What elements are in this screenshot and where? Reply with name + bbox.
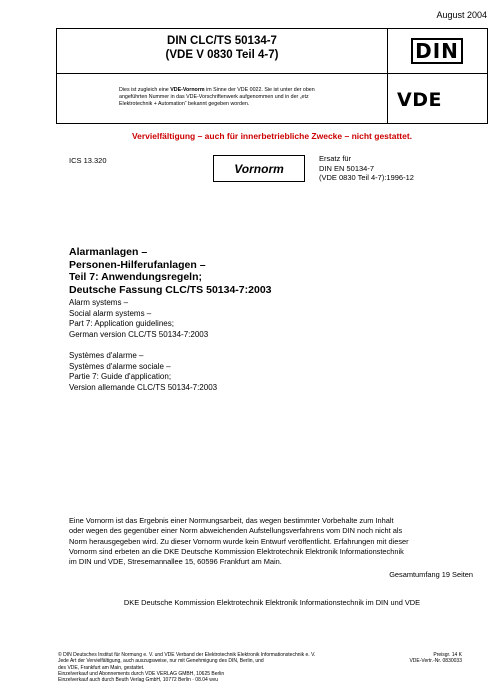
title-line: Deutsche Fassung CLC/TS 50134-7:2003 xyxy=(69,283,272,296)
vde-note xyxy=(119,87,383,108)
title-line: Social alarm systems – xyxy=(69,308,152,318)
title-line: Alarmanlagen – xyxy=(69,246,148,258)
title-line: Personen-Hilferufanlagen – xyxy=(69,258,206,271)
vde-note-line: angeführten Nummer in das VDE-Vorschriftenwerk aufgenommen und in der „etz xyxy=(119,94,309,100)
title-line: Systèmes d'alarme sociale – xyxy=(69,361,171,371)
footer-line: Einzelverkauf und Abonnements durch VDE VERLAG GMBH, 10625 Berlin xyxy=(58,670,225,677)
title-line: Alarm systems – xyxy=(69,298,129,307)
footer-copyright xyxy=(58,652,398,683)
title-line: German version CLC/TS 50134-7:2003 xyxy=(69,329,209,339)
replacement-info xyxy=(319,154,414,183)
replacement-line: DIN EN 50134-7 xyxy=(319,163,375,173)
publication-date: August 2004 xyxy=(436,10,487,20)
body-line: Vornorm sind erbeten an die DKE Deutsche Kommission Elektrotechnik Elektronik Informationstechnik xyxy=(69,546,404,556)
price-group: Preisgr. 14 K xyxy=(433,652,462,658)
vde-number: (VDE V 0830 Teil 4-7) xyxy=(165,49,279,61)
dke-name: DKE Deutsche Kommission Elektrotechnik Elektronik Informationstechnik im DIN und VDE xyxy=(123,598,421,607)
footer-line: © DIN Deutsches Institut für Normung e. V. und VDE Verband der Elektrotechnik Elektronik Informationstechnik e. V. xyxy=(58,652,316,658)
footer-price xyxy=(398,652,462,665)
title-french xyxy=(69,351,217,393)
replacement-line: (VDE 0830 Teil 4-7):1996-12 xyxy=(319,173,414,182)
vde-logo: VDE xyxy=(397,89,442,111)
title-line: Systèmes d'alarme – xyxy=(69,351,144,360)
vde-note-line: Dies ist zugleich eine VDE-Vornorm im Sinne der VDE 0022. Sie ist unter der oben xyxy=(119,87,315,93)
body-line: Eine Vornorm ist das Ergebnis einer Normungsarbeit, das wegen bestimmter Vorbehalte zum Inhalt xyxy=(69,516,394,525)
total-pages: Gesamtumfang 19 Seiten xyxy=(389,570,473,579)
copy-warning: Vervielfältigung – auch für innerbetriebliche Zwecke – nicht gestattet. xyxy=(131,131,413,141)
title-english xyxy=(69,298,208,340)
title-line: Part 7: Application guidelines; xyxy=(69,319,174,328)
body-line: im DIN und VDE, Stresemannallee 15, 60596 Frankfurt am Main. xyxy=(69,557,282,567)
vde-vornorm-term: VDE-Vornorm xyxy=(170,87,205,93)
vde-note-line: Elektrotechnik + Automation“ bekannt gegeben worden. xyxy=(119,101,250,107)
din-logo: DIN xyxy=(411,38,463,64)
body-line: Norm herausgegeben wird. Zu dieser Vornorm wurde kein Entwurf veröffentlicht. Erfahrungen mit dieser xyxy=(69,536,409,546)
document-number-box xyxy=(56,28,388,74)
replacement-line: Ersatz für xyxy=(319,154,352,163)
title-line: Teil 7: Anwendungsregeln; xyxy=(69,271,203,283)
title-line: Version allemande CLC/TS 50134-7:2003 xyxy=(69,382,218,392)
ics-code: ICS 13.320 xyxy=(69,156,107,165)
body-line: oder wegen des gegenüber einer Norm abweichenden Aufstellungsverfahrens vom DIN noch nicht als xyxy=(69,526,403,536)
footer-line: Jede Art der Vervielfältigung, auch auszugsweise, nur mit Genehmigung des DIN, Berlin, und xyxy=(58,658,264,665)
document-number: DIN CLC/TS 50134-7 xyxy=(167,35,277,47)
footer-line: des VDE, Frankfurt am Main, gestattet. xyxy=(58,664,145,671)
title-german xyxy=(69,246,272,296)
title-line: Partie 7: Guide d'application; xyxy=(69,372,172,381)
document-type-badge: Vornorm xyxy=(213,155,305,182)
vde-order-number: VDE-Vertr.-Nr. 0830033 xyxy=(409,658,462,665)
prestandard-explanation xyxy=(69,516,479,567)
footer-line: Einzelverkauf auch durch Beuth Verlag GmbH, 10772 Berlin · 08.04 wvu xyxy=(58,677,219,684)
